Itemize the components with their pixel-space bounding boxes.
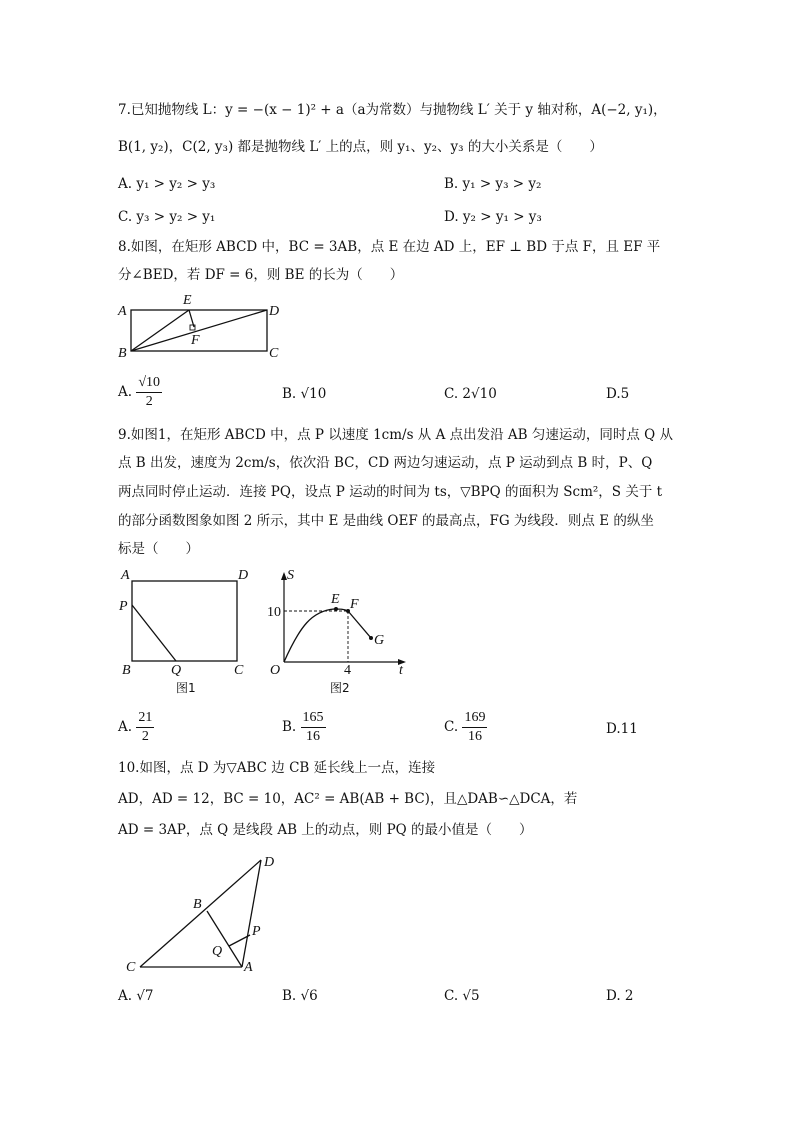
- q8-label-a: A: [118, 304, 127, 319]
- q9-fig2-label-f: F: [350, 597, 359, 612]
- q10-label-c: C: [126, 960, 136, 975]
- q10-option-d[interactable]: D. 2: [606, 988, 634, 1004]
- q9-fig2-curve-oef: [284, 609, 348, 662]
- q8-option-a-fraction: [136, 374, 162, 411]
- q9-option-c-denominator: 16: [467, 729, 482, 744]
- q9-fig2-label-g: G: [374, 633, 385, 648]
- q10-label-p: P: [252, 924, 261, 939]
- q9-option-a-numerator: 21: [136, 709, 154, 728]
- q9-option-c[interactable]: [444, 709, 487, 746]
- q10-option-a[interactable]: A. √7: [118, 988, 154, 1004]
- q9-fig1-label-q: Q: [171, 663, 182, 678]
- q7-option-b[interactable]: B. y₁ > y₃ > y₂: [444, 176, 542, 192]
- q8-label-b: B: [118, 346, 127, 361]
- q9-stem-line1: 9.如图1，在矩形 ABCD 中，点 P 以速度 1cm/s 从 A 点出发沿 AB 匀速运动，同时点 Q 从: [118, 427, 674, 443]
- q8-label-c: C: [269, 346, 279, 361]
- q9-fig2-label-t: t: [399, 663, 403, 678]
- q9-fig1-label-a: A: [121, 568, 130, 583]
- q8-option-a-prefix: A.: [118, 384, 133, 400]
- q10-stem-line3: AD = 3AP，点 Q 是线段 AB 上的动点，则 PQ 的最小值是（ ）: [118, 822, 533, 838]
- q7-stem-line1: 7.已知抛物线 L：y = −(x − 1)² + a（a为常数）与抛物线 L′ 关于 y 轴对称，A(−2, y₁)，: [118, 102, 667, 118]
- q9-fig1-label-c: C: [234, 663, 244, 678]
- q8-label-e: E: [183, 293, 192, 308]
- q8-option-a[interactable]: [118, 374, 162, 411]
- q9-option-c-prefix: C.: [444, 719, 459, 735]
- q8-stem-line2: 分∠BED，若 DF = 6，则 BE 的长为（ ）: [118, 267, 404, 283]
- q9-fig2-caption: 图2: [330, 681, 350, 695]
- q8-option-b[interactable]: B. √10: [282, 386, 327, 402]
- q9-fig2-tick-10: 10: [267, 605, 281, 620]
- q9-fig2-label-o: O: [270, 663, 281, 678]
- q8-option-c[interactable]: C. 2√10: [444, 386, 497, 402]
- q10-line-cd: [140, 860, 261, 967]
- q9-option-a-prefix: A.: [118, 719, 133, 735]
- q8-stem-line1: 8.如图，在矩形 ABCD 中，BC = 3AB，点 E 在边 AD 上，EF ⊥ BD 于点 F，且 EF 平: [118, 239, 661, 255]
- q10-option-b[interactable]: B. √6: [282, 988, 318, 1004]
- q8-option-a-numerator: √10: [136, 374, 162, 393]
- q10-label-b: B: [193, 897, 202, 912]
- q10-label-d: D: [264, 855, 275, 870]
- q9-stem-line5: 标是（ ）: [118, 541, 199, 557]
- q9-fig2-segment-fg: [348, 611, 371, 638]
- q9-fig2-point-e: [334, 607, 338, 611]
- q8-figure: [116, 292, 286, 362]
- q9-figure-2: [264, 566, 414, 696]
- q9-option-d[interactable]: D.11: [606, 721, 638, 737]
- q8-segment-be: [131, 310, 189, 351]
- q9-stem-line3: 两点同时停止运动．连接 PQ，设点 P 运动的时间为 ts，▽BPQ 的面积为 Scm²，S 关于 t: [118, 484, 663, 500]
- q9-rectangle-abcd: [132, 581, 237, 661]
- q7-stem-line2: B(1, y₂)，C(2, y₃) 都是抛物线 L′ 上的点，则 y₁、y₂、y₃ 的大小关系是（ ）: [118, 139, 603, 155]
- q9-fig1-caption: 图1: [176, 681, 196, 695]
- q7-option-c[interactable]: C. y₃ > y₂ > y₁: [118, 209, 216, 225]
- q9-segment-pq: [132, 605, 176, 661]
- q9-figure-1: [116, 566, 256, 696]
- q9-fig1-label-b: B: [122, 663, 131, 678]
- q9-option-b-denominator: 16: [306, 729, 321, 744]
- q8-label-d: D: [269, 304, 280, 319]
- q7-option-d[interactable]: D. y₂ > y₁ > y₃: [444, 209, 542, 225]
- q9-option-a-fraction: [136, 709, 154, 746]
- q8-option-d[interactable]: D.5: [606, 386, 630, 402]
- q9-option-a-denominator: 2: [141, 729, 149, 744]
- q9-stem-line4: 的部分函数图象如图 2 所示，其中 E 是曲线 OEF 的最高点，FG 为线段．则点 E 的纵坐: [118, 513, 654, 529]
- q10-label-q: Q: [212, 944, 223, 959]
- q10-figure: [124, 853, 294, 978]
- q9-fig2-label-s: S: [287, 568, 294, 583]
- q9-option-b-fraction: [301, 709, 326, 746]
- q9-option-b-prefix: B.: [282, 719, 297, 735]
- q10-label-a: A: [244, 960, 253, 975]
- q10-stem-line1: 10.如图，点 D 为▽ABC 边 CB 延长线上一点，连接: [118, 760, 436, 776]
- q10-option-c[interactable]: C. √5: [444, 988, 480, 1004]
- q9-option-b[interactable]: [282, 709, 326, 746]
- q9-stem-line2: 点 B 出发，速度为 2cm/s，依次沿 BC，CD 两边匀速运动，点 P 运动到点 B 时，P、Q: [118, 455, 653, 471]
- q8-segment-ef: [189, 310, 194, 327]
- q10-stem-line2: AD，AD = 12，BC = 10，AC² = AB(AB + BC)，且△DAB∽△DCA，若: [118, 791, 578, 807]
- q9-fig2-point-g: [369, 636, 373, 640]
- q9-option-a[interactable]: [118, 709, 154, 746]
- q7-option-a[interactable]: A. y₁ > y₂ > y₃: [118, 176, 216, 192]
- q9-option-c-numerator: 169: [462, 709, 487, 728]
- q10-segment-ad: [242, 860, 261, 967]
- q8-label-f: F: [191, 333, 200, 348]
- q9-fig2-tick-4: 4: [344, 663, 351, 678]
- q8-option-a-denominator: 2: [145, 394, 153, 409]
- q9-fig1-label-d: D: [238, 568, 249, 583]
- q9-fig2-label-e: E: [331, 592, 340, 607]
- q9-option-c-fraction: [462, 709, 487, 746]
- q9-fig1-label-p: P: [119, 599, 128, 614]
- q9-option-b-numerator: 165: [301, 709, 326, 728]
